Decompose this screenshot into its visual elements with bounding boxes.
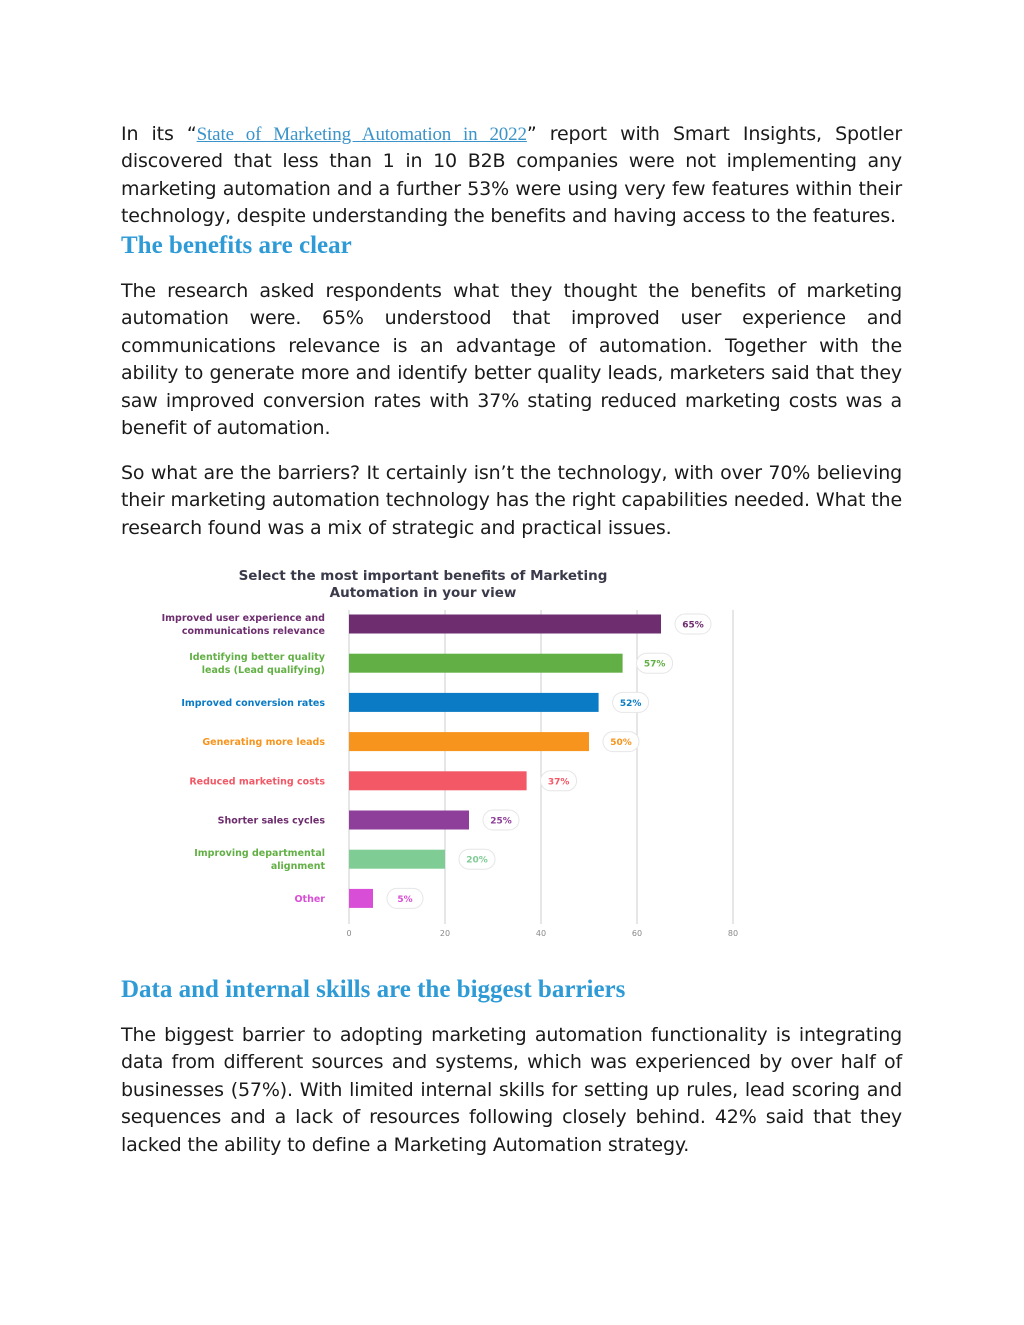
barriers-heading: Data and internal skills are the biggest barriers <box>121 976 626 1003</box>
category-label: Identifying better quality <box>189 652 325 664</box>
x-tick-label: 80 <box>727 929 739 938</box>
category-label: Improving departmental <box>194 848 325 860</box>
benefits-body <box>121 278 902 442</box>
bar <box>349 850 445 869</box>
category-label: Reduced marketing costs <box>189 776 325 788</box>
intro-section <box>121 121 902 231</box>
barriers-intro-paragraph: So what are the barriers? It certainly isn’t the technology, with over 70% believing their marketing automation technology has the right capabilities needed. What the research found was a mix of strategic and practical issues. <box>121 462 902 539</box>
data-label: 57% <box>643 659 666 670</box>
category-label: communications relevance <box>181 626 325 637</box>
data-label: 20% <box>466 855 488 866</box>
intro-paragraph <box>121 121 902 231</box>
category-label: Improved conversion rates <box>181 697 325 709</box>
data-label: 50% <box>610 738 632 749</box>
data-label: 65% <box>682 620 704 631</box>
category-label: Shorter sales cycles <box>217 815 325 827</box>
data-label: 52% <box>619 698 642 709</box>
barriers-intro <box>121 460 902 542</box>
bar <box>349 771 527 790</box>
barriers-body <box>121 1022 902 1159</box>
data-label: 5% <box>397 894 413 905</box>
barriers-paragraph: The biggest barrier to adopting marketing automation functionality is integrating data from different sources and systems, which was experienced by over half of businesses (57%). With limited internal skills for setting up rules, lead scoring and sequences and a lack of resources following closely behind. 42% said that they lacked the ability to define a Marketing Automation strategy. <box>121 1024 902 1156</box>
category-label: leads (Lead qualifying) <box>201 665 325 677</box>
data-label: 25% <box>490 816 512 827</box>
chart-title-line: Automation in your view <box>329 585 517 601</box>
category-label: Improved user experience and <box>161 613 325 624</box>
bar <box>349 615 661 634</box>
intro-text-start: In its “ <box>121 123 197 145</box>
bar <box>349 693 599 712</box>
category-label: alignment <box>270 861 325 873</box>
benefits-bar-chart <box>120 558 760 943</box>
x-tick-label: 40 <box>535 929 547 938</box>
data-label: 37% <box>547 777 570 788</box>
bar <box>349 654 623 673</box>
barriers-section <box>121 975 902 1005</box>
category-label: Other <box>294 893 325 905</box>
x-tick-label: 0 <box>346 929 352 938</box>
bar <box>349 889 373 908</box>
benefits-section <box>121 231 902 261</box>
x-tick-label: 60 <box>631 929 643 938</box>
benefits-paragraph: The research asked respondents what they thought the benefits of marketing automation were. 65% understood that improved user experience and communications relevance is an advantage of automation. Together with the ability to generate more and identify better quality leads, marketers said that they saw improved conversion rates with 37% stating reduced marketing costs was a benefit of automation. <box>121 280 902 440</box>
report-link[interactable]: State of Marketing Automation in 2022 <box>196 124 527 145</box>
intro-text-end: ” report with Smart Insights, Spotler discovered that less than 1 in 10 B2B companies were not implementing any marketing automation and a further 53% were using very few features within their technology, despite understanding the benefits and having access to the features. <box>121 123 903 228</box>
benefits-heading: The benefits are clear <box>121 232 352 259</box>
category-label: Generating more leads <box>202 737 325 749</box>
bar <box>349 811 469 830</box>
x-tick-label: 20 <box>439 929 451 938</box>
chart-title-line: Select the most important benefits of Marketing <box>238 568 608 584</box>
bar <box>349 732 589 751</box>
